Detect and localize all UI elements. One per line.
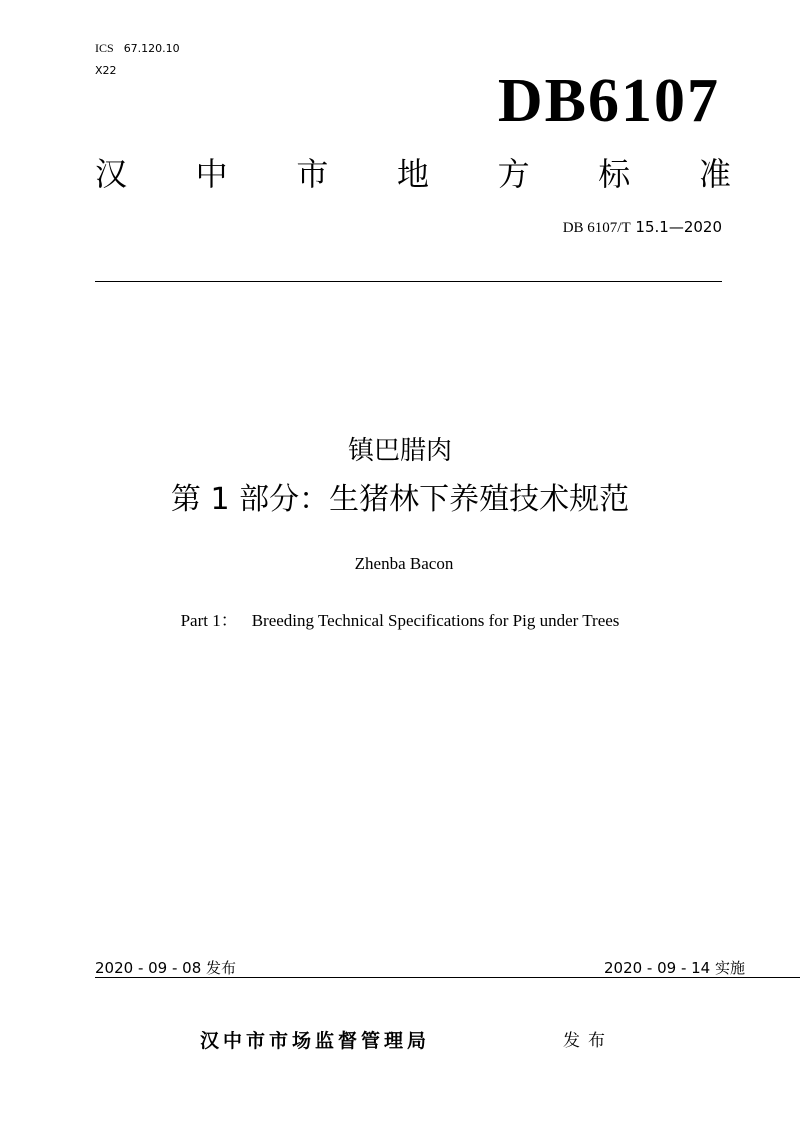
standard-type-title: [95, 152, 731, 196]
ics-label: ICS: [95, 41, 114, 55]
ccs-code: X22: [95, 64, 117, 77]
standard-number: [563, 217, 722, 238]
title-english-part-label: Part 1：: [180, 611, 238, 630]
footer-divider: [95, 977, 800, 978]
issue-word: 发布: [563, 1031, 613, 1051]
standard-type-char: 准: [698, 155, 731, 193]
standard-logo: DB6107: [497, 67, 720, 135]
title-english-part: [0, 610, 800, 632]
issuing-authority: 汉中市市场监督管理局: [200, 1030, 431, 1052]
issue-date: 2020 - 09 - 08 发布: [95, 959, 237, 977]
standard-number-value: 15.1—2020: [635, 218, 722, 236]
header-divider: [95, 281, 722, 282]
title-english-part-title: Breeding Technical Specifications for Pig under Trees: [251, 611, 620, 630]
title-chinese-main: 镇巴腊肉: [347, 436, 452, 466]
title-chinese-part: 第 1 部分：生猪林下养殖技术规范: [170, 482, 630, 517]
standard-type-char: 汉: [95, 155, 128, 193]
standard-type-char: 地: [396, 155, 429, 193]
standard-type-char: 方: [497, 155, 530, 193]
ics-number: 67.120.10: [123, 42, 180, 55]
standard-type-char: 市: [296, 155, 329, 193]
standard-number-prefix: DB 6107/T: [562, 220, 631, 236]
standard-type-char: 标: [598, 155, 631, 193]
ics-classification: [95, 40, 180, 57]
standard-type-char: 中: [195, 155, 228, 193]
implementation-date: 2020 - 09 - 14 实施: [603, 959, 745, 977]
title-english-main: Zhenba Bacon: [354, 554, 454, 573]
